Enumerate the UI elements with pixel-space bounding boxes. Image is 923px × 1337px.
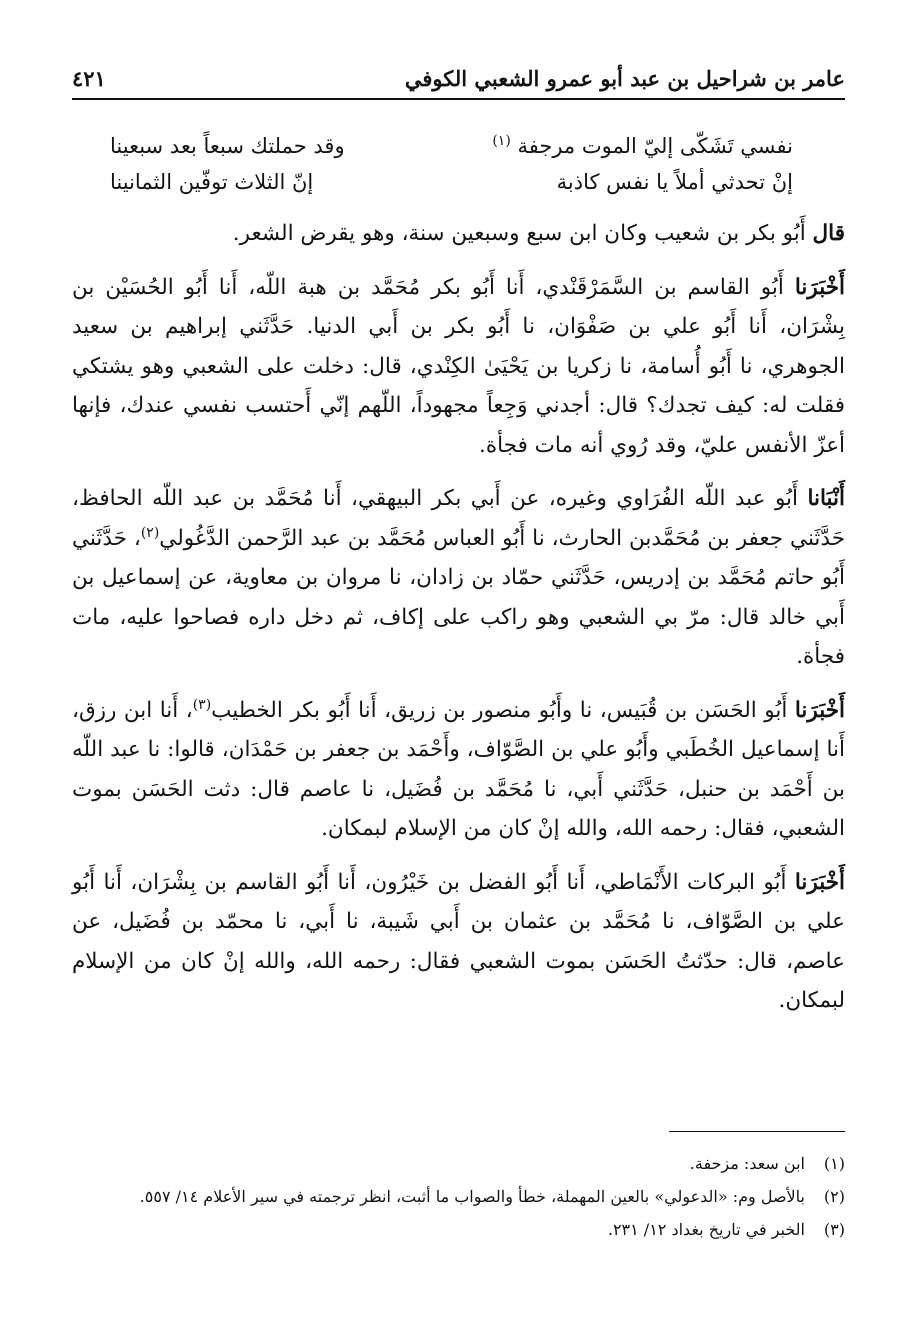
footnote bbox=[72, 1183, 845, 1210]
running-title: عامر بن شراحيل بن عبد أبو عمرو الشعبي الكوفي bbox=[404, 66, 845, 91]
footnote-ref[interactable]: (٣) bbox=[192, 696, 212, 713]
paragraph-text-continued: ، حَدَّثَني أَبُو حاتم مُحَمَّد بن إدريس، حَدَّثَني حمّاد بن زادان، نا مروان بن معاوية، عن إسماعيل بن أَبي خالد قال: مرّ بي الشعبي وهو راكب على إكاف، ثم دخل داره فصاحوا عليه، مات فجأة. bbox=[72, 525, 845, 669]
paragraph-text: أَبُو بكر بن شعيب وكان ابن سبع وسبعين سنة، وهو يقرض الشعر. bbox=[232, 221, 813, 246]
paragraph bbox=[72, 214, 845, 254]
paragraph-lead: أَنْبَانا bbox=[807, 486, 845, 511]
paragraph-text: أَبُو القاسم بن السَّمَرْقَنْدي، أَنا أَبُو بكر مُحَمَّد بن هبة اللّه، أَنا أَبُو الحُسَيْن بن بِشْرَان، أَنا أَبُو علي بن صَفْوَان، نا أَبُو بكر بن أَبي الدنيا. حَدَّثَني إبراهيم بن سعيد الجوهري، نا أَبُو أُسامة، نا زكريا بن يَحْيَىٰ الكِنْدي، قال: دخلت على الشعبي وهو يشتكي فقلت له: كيف تجدك؟ قال: أجدني وَجِعاً مجهوداً، اللّهم إنّي أَحتسب نفسي عندك، فإنها أعزّ الأنفس عليّ، وقد رُوي أنه مات فجأة. bbox=[72, 274, 845, 458]
footnote bbox=[72, 1150, 845, 1177]
paragraph bbox=[72, 863, 845, 1021]
poem-verse bbox=[110, 128, 793, 164]
page-header bbox=[72, 62, 845, 100]
first-hemistich: نفسي تَشَكّى إليّ الموت مرجفة $^{(١)}$ bbox=[492, 133, 793, 158]
paragraph bbox=[72, 479, 845, 677]
footnote-divider bbox=[669, 1131, 845, 1132]
paragraph-lead: أَخْبَرَنا bbox=[794, 274, 845, 300]
paragraph-lead: أَخْبَرَنا bbox=[794, 697, 845, 723]
footnote-ref[interactable]: (٢) bbox=[140, 524, 160, 541]
footnote-ref[interactable]: (١) bbox=[492, 133, 511, 149]
footnote-number: (٢) bbox=[823, 1187, 845, 1206]
poem bbox=[72, 128, 845, 200]
paragraph bbox=[72, 691, 845, 849]
poem-verse bbox=[110, 164, 793, 200]
footnotes bbox=[72, 1150, 845, 1249]
first-hemistich: إنْ تحدثي أملاً يا نفس كاذبة bbox=[556, 170, 793, 194]
page-number: ٤٢١ bbox=[72, 66, 106, 91]
paragraph-text-continued: ، أَنا ابن رزق، أَنا إسماعيل الخُطَبي وأَبُو علي بن الصَّوّاف، وأَحْمَد بن جعفر بن حَمْدَان، قالوا: نا عبد اللّه بن أَحْمَد بن حنبل، حَدَّثَني أَبي، نا مُحَمَّد بن فُضَيل، نا عاصم قال: دثت الحَسَن بموت الشعبي، فقال: رحمه الله، والله إنْ كان من الإسلام لبمكان. bbox=[72, 697, 845, 841]
paragraph bbox=[72, 268, 845, 466]
paragraph-text: أَبُو الحَسَن بن قُبَيس، نا وأَبُو منصور بن زريق، أَنا أَبُو بكر الخطيب bbox=[211, 697, 795, 723]
footnote-number: (٣) bbox=[823, 1220, 845, 1239]
paragraph-lead: أَخْبَرَنا bbox=[794, 869, 845, 895]
footnote bbox=[72, 1216, 845, 1243]
footnote-text: بالأصل وم: «الدعولي» بالعين المهملة، خطأ والصواب ما أثبت، انظر ترجمته في سير الأعلام ١٤/ ٥٥٧. bbox=[139, 1187, 805, 1206]
second-hemistich: إنّ الثلاث توفّين الثمانينا bbox=[110, 170, 314, 194]
footnote-text: ابن سعد: مزحفة. bbox=[689, 1154, 805, 1173]
paragraph-lead: قال bbox=[812, 221, 845, 246]
footnote-number: (١) bbox=[823, 1154, 845, 1173]
footnote-text: الخبر في تاريخ بغداد ١٢/ ٢٣١. bbox=[607, 1220, 805, 1239]
main-text bbox=[72, 128, 845, 1035]
second-hemistich: وقد حملتك سبعاً بعد سبعينا bbox=[110, 134, 345, 158]
paragraph-text: أَبُو عبد اللّه الفُرَاوي وغيره، عن أَبي بكر البيهقي، أَنا مُحَمَّد بن عبد اللّه الحافظ، حَدَّثَني جعفر بن مُحَمَّدبن الحارث، نا أَبُو العباس مُحَمَّد بن عبد الرَّحمن الدَّغُولي bbox=[72, 486, 845, 551]
paragraph-text: أَبُو البركات الأَنْمَاطي، أَنا أَبُو الفضل بن خَيْرُون، أَنا أَبُو القاسم بن بِشْرَان، أَنا أَبُو علي بن الصَّوّاف، نا مُحَمَّد بن عثمان بن أَبي شَيبة، نا أَبي، نا محمّد بن فُضَيل، عن عاصم، قال: حدّثتُ الحَسَن بموت الشعبي فقال: رحمه الله، والله إنْ كان من الإسلام لبمكان. bbox=[72, 869, 845, 1013]
